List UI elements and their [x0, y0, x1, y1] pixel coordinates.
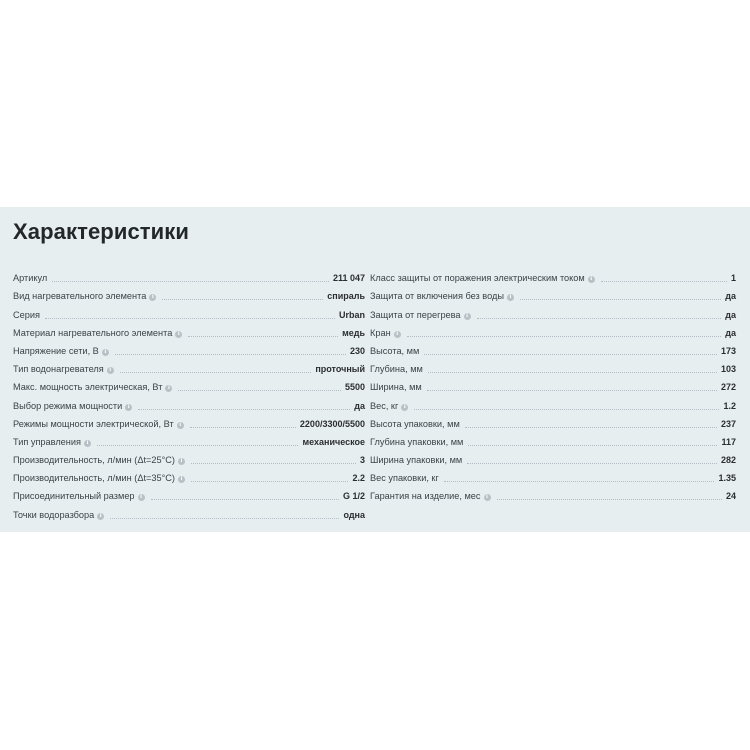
spec-label-text: Высота, мм: [370, 345, 420, 356]
spec-label: [370, 437, 466, 448]
dotted-leader: [191, 481, 349, 482]
specifications-panel: [0, 207, 750, 532]
info-icon[interactable]: i: [484, 494, 491, 501]
spec-row: [13, 302, 365, 320]
info-icon[interactable]: i: [177, 422, 184, 429]
spec-value: G 1/2: [342, 491, 365, 502]
spec-row: [13, 357, 365, 375]
dotted-leader: [162, 299, 323, 300]
spec-label-text: Материал нагревательного элемента: [13, 327, 173, 338]
info-icon[interactable]: i: [102, 349, 109, 356]
spec-value: спираль: [327, 291, 365, 302]
spec-label: [13, 273, 50, 284]
spec-label-text: Выбор режима мощности: [13, 400, 123, 411]
info-icon[interactable]: i: [97, 513, 104, 520]
spec-row: [13, 466, 365, 484]
spec-label: [370, 491, 495, 502]
spec-row: [370, 448, 736, 466]
spec-value: да: [725, 291, 736, 302]
info-icon[interactable]: i: [107, 367, 114, 374]
spec-label-text: Кран: [370, 327, 391, 338]
dotted-leader: [424, 354, 717, 355]
dotted-leader: [520, 299, 721, 300]
dotted-leader: [601, 281, 727, 282]
spec-value: 173: [720, 345, 736, 356]
spec-value: да: [725, 309, 736, 320]
dotted-leader: [444, 481, 715, 482]
spec-label-text: Ширина, мм: [370, 382, 422, 393]
spec-row: [370, 284, 736, 302]
spec-label-text: Серия: [13, 309, 40, 320]
spec-value: 272: [720, 382, 736, 393]
spec-label: [370, 310, 475, 321]
spec-value: 103: [720, 364, 736, 375]
spec-row: [13, 339, 365, 357]
spec-row: [13, 484, 365, 502]
info-icon[interactable]: i: [175, 331, 182, 338]
spec-label: [370, 291, 518, 302]
spec-value: механическое: [302, 436, 365, 447]
dotted-leader: [110, 518, 339, 519]
spec-label: [370, 401, 412, 412]
spec-label: [13, 346, 113, 357]
spec-value: 237: [720, 418, 736, 429]
spec-label: [370, 455, 465, 466]
spec-label: [13, 310, 43, 321]
specs-column-left: [13, 266, 365, 521]
dotted-leader: [407, 336, 722, 337]
dotted-leader: [45, 318, 335, 319]
spec-label: [13, 491, 149, 502]
spec-row: [370, 412, 736, 430]
dotted-leader: [178, 390, 341, 391]
spec-value: 211 047: [332, 273, 365, 284]
spec-value: 282: [720, 455, 736, 466]
info-icon[interactable]: i: [138, 494, 145, 501]
spec-label: [370, 364, 426, 375]
spec-label-text: Тип управления: [13, 436, 81, 447]
spec-label: [370, 273, 599, 284]
info-icon[interactable]: i: [588, 276, 595, 283]
info-icon[interactable]: i: [149, 294, 156, 301]
spec-row: [370, 393, 736, 411]
spec-value: проточный: [315, 364, 365, 375]
spec-row: [370, 466, 736, 484]
spec-value: 1.35: [718, 473, 736, 484]
spec-label: [370, 473, 442, 484]
info-icon[interactable]: i: [507, 294, 514, 301]
specs-column-right: [370, 266, 736, 502]
spec-value: 230: [349, 345, 365, 356]
dotted-leader: [188, 336, 338, 337]
spec-value: 5500: [344, 382, 365, 393]
spec-value: 1.2: [723, 400, 736, 411]
spec-value: да: [725, 327, 736, 338]
info-icon[interactable]: i: [84, 440, 91, 447]
info-icon[interactable]: i: [394, 331, 401, 338]
info-icon[interactable]: i: [125, 404, 132, 411]
spec-label: [13, 437, 95, 448]
spec-label-text: Производительность, л/мин (Δt=35°C): [13, 473, 175, 484]
spec-value: 2200/3300/5500: [299, 418, 365, 429]
spec-value: 1: [730, 273, 736, 284]
spec-label: [370, 419, 463, 430]
dotted-leader: [414, 409, 719, 410]
spec-label-text: Режимы мощности электрической, Вт: [13, 418, 174, 429]
spec-label: [370, 328, 405, 339]
spec-label-text: Артикул: [13, 273, 48, 284]
spec-label-text: Вид нагревательного элемента: [13, 291, 147, 302]
spec-row: [13, 430, 365, 448]
info-icon[interactable]: i: [464, 313, 471, 320]
spec-value: одна: [343, 509, 365, 520]
dotted-leader: [497, 499, 722, 500]
spec-row: [13, 393, 365, 411]
spec-value: Urban: [338, 309, 365, 320]
spec-label: [13, 364, 118, 375]
spec-label-text: Глубина упаковки, мм: [370, 436, 464, 447]
spec-row: [13, 266, 365, 284]
dotted-leader: [97, 445, 298, 446]
dotted-leader: [468, 445, 717, 446]
spec-row: [370, 375, 736, 393]
spec-label-text: Точки водоразбора: [13, 509, 95, 520]
spec-value: 3: [359, 455, 365, 466]
spec-label-text: Защита от перегрева: [370, 309, 461, 320]
spec-label: [13, 328, 186, 339]
spec-label-text: Вес, кг: [370, 400, 399, 411]
spec-row: [370, 484, 736, 502]
spec-row: [13, 448, 365, 466]
spec-label: [13, 510, 108, 521]
spec-label: [370, 382, 425, 393]
spec-label: [13, 455, 189, 466]
spec-row: [13, 375, 365, 393]
dotted-leader: [191, 463, 356, 464]
spec-value: 24: [725, 491, 736, 502]
dotted-leader: [151, 499, 339, 500]
spec-value: да: [354, 400, 365, 411]
spec-label-text: Высота упаковки, мм: [370, 418, 460, 429]
spec-row: [370, 321, 736, 339]
spec-label-text: Гарантия на изделие, мес: [370, 491, 481, 502]
spec-label: [13, 401, 136, 412]
dotted-leader: [138, 409, 350, 410]
dotted-leader: [120, 372, 312, 373]
spec-row: [13, 412, 365, 430]
spec-row: [370, 357, 736, 375]
info-icon[interactable]: i: [178, 458, 185, 465]
spec-label-text: Вес упаковки, кг: [370, 473, 439, 484]
dotted-leader: [428, 372, 717, 373]
dotted-leader: [115, 354, 346, 355]
spec-label-text: Производительность, л/мин (Δt=25°C): [13, 455, 175, 466]
spec-value: 2.2: [352, 473, 365, 484]
spec-row: [13, 502, 365, 520]
info-icon[interactable]: i: [165, 385, 172, 392]
dotted-leader: [467, 463, 717, 464]
spec-label-text: Защита от включения без воды: [370, 291, 504, 302]
spec-row: [370, 430, 736, 448]
spec-label: [13, 473, 189, 484]
info-icon[interactable]: i: [178, 476, 185, 483]
spec-label-text: Ширина упаковки, мм: [370, 455, 463, 466]
dotted-leader: [190, 427, 296, 428]
spec-row: [370, 266, 736, 284]
dotted-leader: [477, 318, 722, 319]
spec-label-text: Класс защиты от поражения электрическим током: [370, 273, 585, 284]
spec-row: [13, 321, 365, 339]
spec-label: [13, 419, 188, 430]
dotted-leader: [52, 281, 329, 282]
spec-label: [13, 291, 160, 302]
spec-row: [370, 302, 736, 320]
spec-label-text: Напряжение сети, В: [13, 345, 99, 356]
spec-label-text: Макс. мощность электрическая, Вт: [13, 382, 163, 393]
spec-value: медь: [342, 327, 365, 338]
spec-label: [13, 382, 176, 393]
info-icon[interactable]: i: [401, 404, 408, 411]
spec-label: [370, 346, 422, 357]
dotted-leader: [465, 427, 717, 428]
dotted-leader: [427, 390, 717, 391]
spec-label-text: Глубина, мм: [370, 364, 423, 375]
spec-row: [370, 339, 736, 357]
section-title: Характеристики: [13, 219, 190, 244]
spec-value: 117: [721, 436, 736, 447]
spec-row: [13, 284, 365, 302]
spec-label-text: Присоединительный размер: [13, 491, 135, 502]
spec-label-text: Тип водонагревателя: [13, 364, 104, 375]
